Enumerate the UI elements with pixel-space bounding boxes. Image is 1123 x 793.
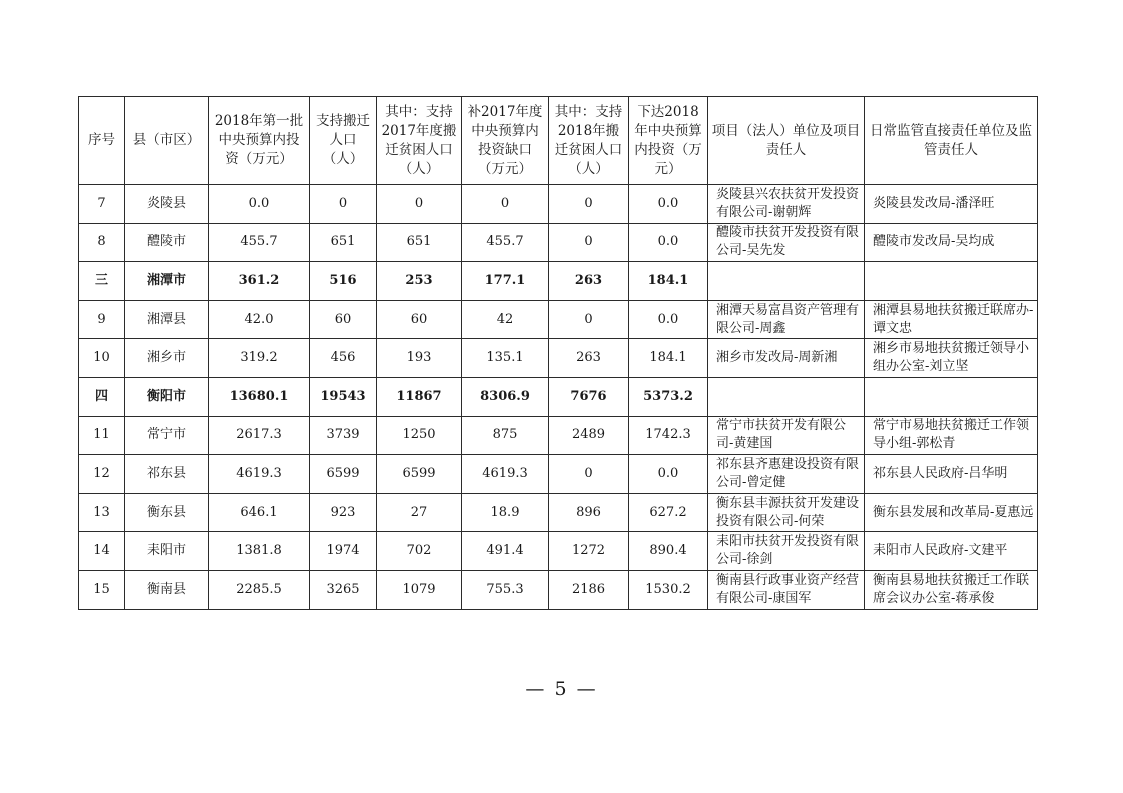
population-2017-cell: 27 — [377, 493, 462, 532]
investment-cell: 2285.5 — [209, 570, 310, 609]
county-cell: 湘潭市 — [125, 262, 209, 301]
row-number-cell: 四 — [79, 377, 125, 416]
table-row — [79, 532, 1038, 571]
investment-cell: 455.7 — [209, 223, 310, 262]
header-cell: 序号 — [79, 97, 125, 185]
project-unit-cell: 耒阳市扶贫开发投资有限公司-徐剑 — [708, 532, 865, 571]
relocated-population-cell: 3265 — [310, 570, 377, 609]
page-number: — 5 — — [525, 678, 598, 700]
investment-cell: 1381.8 — [209, 532, 310, 571]
investment-cell: 361.2 — [209, 262, 310, 301]
relocated-population-cell: 6599 — [310, 455, 377, 494]
investment-table — [78, 96, 1038, 610]
investment-cell: 646.1 — [209, 493, 310, 532]
investment-cell: 0.0 — [209, 185, 310, 224]
population-2017-cell: 1250 — [377, 416, 462, 455]
issued-investment-cell: 1742.3 — [629, 416, 708, 455]
population-2018-cell: 263 — [549, 339, 629, 378]
gap-2017-cell: 455.7 — [462, 223, 549, 262]
row-number-cell: 11 — [79, 416, 125, 455]
issued-investment-cell: 1530.2 — [629, 570, 708, 609]
supervisor-cell: 炎陵县发改局-潘泽旺 — [865, 185, 1038, 224]
project-unit-cell: 醴陵市扶贫开发投资有限公司-吴先发 — [708, 223, 865, 262]
population-2018-cell: 2186 — [549, 570, 629, 609]
header-cell: 补2017年度中央预算内投资缺口（万元） — [462, 97, 549, 185]
project-unit-cell: 湘乡市发改局-周新湘 — [708, 339, 865, 378]
population-2017-cell: 0 — [377, 185, 462, 224]
issued-investment-cell: 5373.2 — [629, 377, 708, 416]
population-2018-cell: 263 — [549, 262, 629, 301]
issued-investment-cell: 627.2 — [629, 493, 708, 532]
investment-cell: 13680.1 — [209, 377, 310, 416]
county-cell: 耒阳市 — [125, 532, 209, 571]
county-cell: 衡阳市 — [125, 377, 209, 416]
gap-2017-cell: 42 — [462, 300, 549, 339]
row-number-cell: 13 — [79, 493, 125, 532]
row-number-cell: 10 — [79, 339, 125, 378]
table-row-summary — [79, 377, 1038, 416]
header-cell: 支持搬迁人口（人） — [310, 97, 377, 185]
table-body — [79, 185, 1038, 610]
county-cell: 湘乡市 — [125, 339, 209, 378]
relocated-population-cell: 1974 — [310, 532, 377, 571]
project-unit-cell: 常宁市扶贫开发有限公司-黄建国 — [708, 416, 865, 455]
gap-2017-cell: 755.3 — [462, 570, 549, 609]
county-cell: 炎陵县 — [125, 185, 209, 224]
table-row — [79, 185, 1038, 224]
header-row — [79, 97, 1038, 185]
gap-2017-cell: 491.4 — [462, 532, 549, 571]
relocated-population-cell: 19543 — [310, 377, 377, 416]
supervisor-cell — [865, 377, 1038, 416]
project-unit-cell: 湘潭天易富昌资产管理有限公司-周鑫 — [708, 300, 865, 339]
table-row — [79, 493, 1038, 532]
population-2018-cell: 2489 — [549, 416, 629, 455]
row-number-cell: 7 — [79, 185, 125, 224]
gap-2017-cell: 18.9 — [462, 493, 549, 532]
gap-2017-cell: 4619.3 — [462, 455, 549, 494]
supervisor-cell: 醴陵市发改局-吴均成 — [865, 223, 1038, 262]
gap-2017-cell: 0 — [462, 185, 549, 224]
row-number-cell: 8 — [79, 223, 125, 262]
supervisor-cell: 衡东县发展和改革局-夏惠远 — [865, 493, 1038, 532]
population-2017-cell: 6599 — [377, 455, 462, 494]
population-2018-cell: 0 — [549, 455, 629, 494]
population-2018-cell: 1272 — [549, 532, 629, 571]
header-cell: 下达2018年中央预算内投资（万元） — [629, 97, 708, 185]
header-cell: 2018年第一批中央预算内投资（万元） — [209, 97, 310, 185]
county-cell: 衡东县 — [125, 493, 209, 532]
project-unit-cell: 炎陵县兴农扶贫开发投资有限公司-谢朝辉 — [708, 185, 865, 224]
table-row — [79, 570, 1038, 609]
population-2018-cell: 0 — [549, 185, 629, 224]
issued-investment-cell: 890.4 — [629, 532, 708, 571]
gap-2017-cell: 875 — [462, 416, 549, 455]
population-2017-cell: 193 — [377, 339, 462, 378]
population-2017-cell: 253 — [377, 262, 462, 301]
row-number-cell: 12 — [79, 455, 125, 494]
population-2017-cell: 60 — [377, 300, 462, 339]
header-cell: 日常监管直接责任单位及监管责任人 — [865, 97, 1038, 185]
issued-investment-cell: 0.0 — [629, 185, 708, 224]
supervisor-cell: 湘乡市易地扶贫搬迁领导小组办公室-刘立坚 — [865, 339, 1038, 378]
supervisor-cell: 耒阳市人民政府-文建平 — [865, 532, 1038, 571]
table-row — [79, 416, 1038, 455]
table-row — [79, 455, 1038, 494]
relocated-population-cell: 3739 — [310, 416, 377, 455]
county-cell: 湘潭县 — [125, 300, 209, 339]
population-2018-cell: 0 — [549, 223, 629, 262]
gap-2017-cell: 177.1 — [462, 262, 549, 301]
issued-investment-cell: 184.1 — [629, 339, 708, 378]
investment-cell: 319.2 — [209, 339, 310, 378]
header-cell: 其中：支持2017年度搬迁贫困人口（人） — [377, 97, 462, 185]
supervisor-cell: 湘潭县易地扶贫搬迁联席办-谭文忠 — [865, 300, 1038, 339]
issued-investment-cell: 0.0 — [629, 455, 708, 494]
project-unit-cell — [708, 377, 865, 416]
relocated-population-cell: 516 — [310, 262, 377, 301]
relocated-population-cell: 651 — [310, 223, 377, 262]
population-2017-cell: 11867 — [377, 377, 462, 416]
relocated-population-cell: 60 — [310, 300, 377, 339]
supervisor-cell: 祁东县人民政府-吕华明 — [865, 455, 1038, 494]
issued-investment-cell: 184.1 — [629, 262, 708, 301]
population-2017-cell: 1079 — [377, 570, 462, 609]
issued-investment-cell: 0.0 — [629, 223, 708, 262]
header-cell: 其中：支持2018年搬迁贫困人口（人） — [549, 97, 629, 185]
supervisor-cell: 衡南县易地扶贫搬迁工作联席会议办公室-蒋承俊 — [865, 570, 1038, 609]
gap-2017-cell: 135.1 — [462, 339, 549, 378]
supervisor-cell: 常宁市易地扶贫搬迁工作领导小组-郭松青 — [865, 416, 1038, 455]
project-unit-cell — [708, 262, 865, 301]
table-row — [79, 300, 1038, 339]
county-cell: 祁东县 — [125, 455, 209, 494]
header-cell: 项目（法人）单位及项目责任人 — [708, 97, 865, 185]
table-row-summary — [79, 262, 1038, 301]
investment-cell: 4619.3 — [209, 455, 310, 494]
header-cell: 县（市区） — [125, 97, 209, 185]
row-number-cell: 14 — [79, 532, 125, 571]
gap-2017-cell: 8306.9 — [462, 377, 549, 416]
supervisor-cell — [865, 262, 1038, 301]
population-2017-cell: 651 — [377, 223, 462, 262]
project-unit-cell: 祁东县齐惠建设投资有限公司-曾定健 — [708, 455, 865, 494]
investment-cell: 42.0 — [209, 300, 310, 339]
relocated-population-cell: 923 — [310, 493, 377, 532]
row-number-cell: 9 — [79, 300, 125, 339]
project-unit-cell: 衡东县丰源扶贫开发建设投资有限公司-何荣 — [708, 493, 865, 532]
issued-investment-cell: 0.0 — [629, 300, 708, 339]
project-unit-cell: 衡南县行政事业资产经营有限公司-康国军 — [708, 570, 865, 609]
population-2017-cell: 702 — [377, 532, 462, 571]
county-cell: 醴陵市 — [125, 223, 209, 262]
relocated-population-cell: 0 — [310, 185, 377, 224]
population-2018-cell: 0 — [549, 300, 629, 339]
county-cell: 常宁市 — [125, 416, 209, 455]
population-2018-cell: 896 — [549, 493, 629, 532]
investment-cell: 2617.3 — [209, 416, 310, 455]
row-number-cell: 三 — [79, 262, 125, 301]
relocated-population-cell: 456 — [310, 339, 377, 378]
table-row — [79, 339, 1038, 378]
row-number-cell: 15 — [79, 570, 125, 609]
population-2018-cell: 7676 — [549, 377, 629, 416]
county-cell: 衡南县 — [125, 570, 209, 609]
table-row — [79, 223, 1038, 262]
